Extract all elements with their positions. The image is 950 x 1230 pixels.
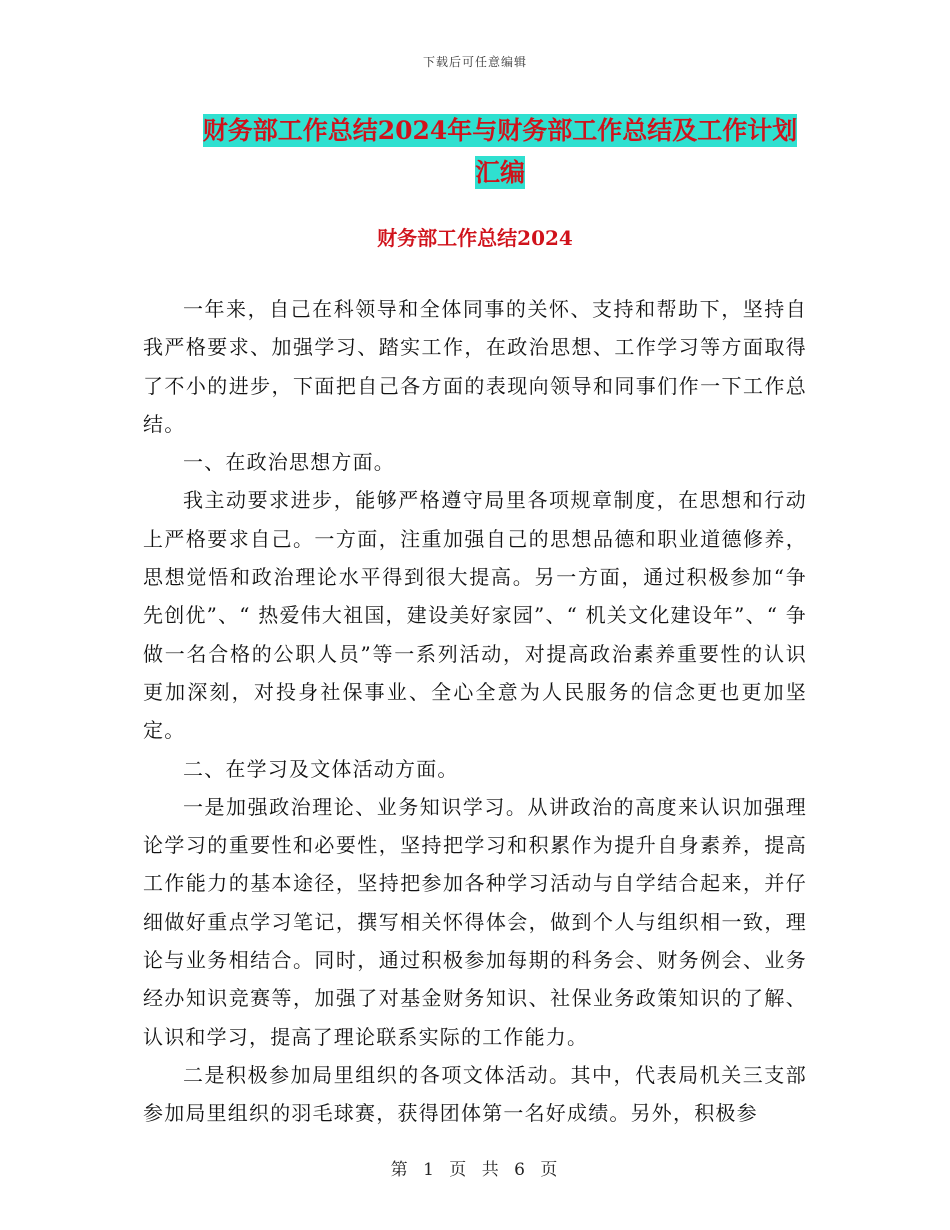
heading-study: 二、在学习及文体活动方面。 bbox=[183, 756, 459, 781]
header-note: 下载后可任意编辑 bbox=[422, 55, 527, 69]
paragraph-intro: 一年来，自己在科领导和全体同事的关怀、支持和帮助下，坚持自我严格要求、加强学习、踏实工作，在政治思想、工作学习等方面取得了不小的进步，下面把自己各方面的表现向领导和同事们作一下工作总结。 bbox=[143, 297, 807, 436]
paragraph-political: 我主动要求进步，能够严格遵守局里各项规章制度，在思想和行动上严格要求自己。一方面，注重加强自己的思想品德和职业道德修养，思想觉悟和政治理论水平得到很大提高。另一方面，通过积极参加“争先创优”、“ 热爱伟大祖国，建设美好家园”、“ 机关文化建设年”、“ 争做一名合格的公职人员”等一系列活动，对提高政治素养重要性的认识更加深刻，对投身社保事业、全心全意为人民服务的信念更也更加坚定。 bbox=[143, 488, 807, 743]
paragraph-study-2: 二是积极参加局里组织的各项文体活动。其中，代表局机关三支部参加局里组织的羽毛球赛，获得团体第一名好成绩。另外，积极参 bbox=[143, 1062, 807, 1126]
section-title: 财务部工作总结2024 bbox=[377, 226, 573, 250]
title-line-1: 财务部工作总结2024年与财务部工作总结及工作计划 bbox=[202, 116, 798, 145]
document-body bbox=[143, 290, 807, 1133]
page-number-footer: 第 1 页 共 6 页 bbox=[390, 1160, 560, 1180]
paragraph-study-1: 一是加强政治理论、业务知识学习。从讲政治的高度来认识加强理论学习的重要性和必要性，坚持把学习和积累作为提升自身素养，提高工作能力的基本途径，坚持把参加各种学习活动与自学结合起来，并仔细做好重点学习笔记，撰写相关怀得体会，做到个人与组织相一致，理论与业务相结合。同时，通过积极参加每期的科务会、财务例会、业务经办知识竞赛等，加强了对基金财务知识、社保业务政策知识的了解、认识和学习，提高了理论联系实际的工作能力。 bbox=[143, 794, 807, 1049]
heading-political: 一、在政治思想方面。 bbox=[183, 450, 395, 475]
document-title bbox=[140, 110, 860, 194]
title-line-2: 汇编 bbox=[474, 158, 525, 187]
